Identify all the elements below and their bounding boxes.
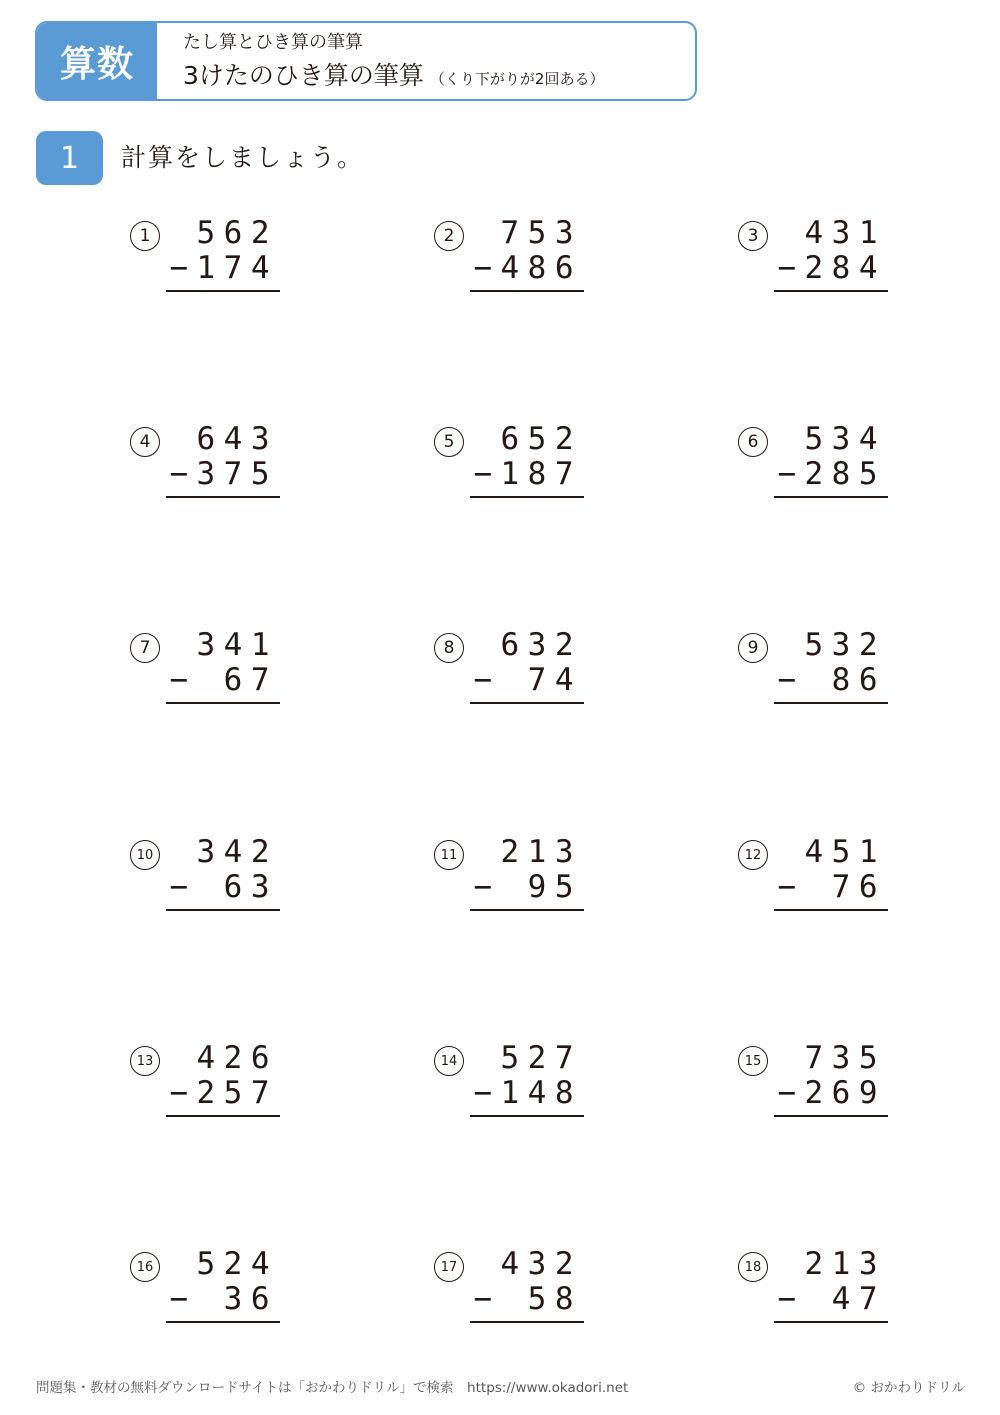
subtrahend: −285	[777, 456, 886, 492]
problem-number: 8	[434, 633, 464, 663]
minuend: 753	[500, 215, 582, 251]
minuend: 432	[500, 1246, 582, 1282]
problem-2	[434, 215, 594, 305]
minuend: 451	[804, 834, 886, 870]
minuend: 527	[500, 1040, 582, 1076]
problem-17	[434, 1246, 594, 1336]
subtrahend: − 63	[169, 869, 278, 905]
problem-9	[738, 627, 898, 717]
minuend: 534	[804, 421, 886, 457]
problem-number: 18	[738, 1252, 768, 1282]
question-number-badge: 1	[36, 131, 103, 185]
answer-line	[166, 290, 280, 292]
minuend: 426	[196, 1040, 278, 1076]
subtrahend: −486	[473, 250, 582, 286]
problem-6	[738, 421, 898, 511]
problem-8	[434, 627, 594, 717]
answer-line	[774, 1321, 888, 1323]
problem-number: 2	[434, 221, 464, 251]
problem-16	[130, 1246, 290, 1336]
subtrahend: −148	[473, 1075, 582, 1111]
problem-3	[738, 215, 898, 305]
problem-number: 17	[434, 1252, 464, 1282]
answer-line	[774, 496, 888, 498]
minuend: 213	[500, 834, 582, 870]
subtrahend: −284	[777, 250, 886, 286]
problem-number: 3	[738, 221, 768, 251]
subtrahend: − 76	[777, 869, 886, 905]
problem-18	[738, 1246, 898, 1336]
minuend: 735	[804, 1040, 886, 1076]
worksheet-header	[35, 21, 697, 101]
subtrahend: − 74	[473, 662, 582, 698]
answer-line	[470, 702, 584, 704]
answer-line	[470, 290, 584, 292]
problem-14	[434, 1040, 594, 1130]
problem-number: 7	[130, 633, 160, 663]
problem-number: 15	[738, 1046, 768, 1076]
subject-tag: 算数	[37, 23, 157, 99]
subtrahend: −375	[169, 456, 278, 492]
minuend: 532	[804, 627, 886, 663]
problem-number: 10	[130, 840, 160, 870]
problem-number: 16	[130, 1252, 160, 1282]
subtrahend: −257	[169, 1075, 278, 1111]
answer-line	[470, 1321, 584, 1323]
problem-4	[130, 421, 290, 511]
answer-line	[166, 1321, 280, 1323]
subtrahend: −269	[777, 1075, 886, 1111]
answer-line	[166, 702, 280, 704]
title-text: 3けたのひき算の筆算	[183, 61, 424, 90]
minuend: 643	[196, 421, 278, 457]
minuend: 341	[196, 627, 278, 663]
subtrahend: −174	[169, 250, 278, 286]
problem-15	[738, 1040, 898, 1130]
problem-13	[130, 1040, 290, 1130]
instruction-text: 計算をしましょう。	[121, 143, 365, 172]
problem-11	[434, 834, 594, 924]
answer-line	[774, 702, 888, 704]
minuend: 213	[804, 1246, 886, 1282]
answer-line	[774, 1115, 888, 1117]
subtrahend: − 58	[473, 1281, 582, 1317]
subtrahend: −187	[473, 456, 582, 492]
header-title	[183, 61, 604, 94]
problem-10	[130, 834, 290, 924]
answer-line	[166, 909, 280, 911]
problem-number: 4	[130, 427, 160, 457]
title-note: （くり下がりが2回ある）	[429, 70, 605, 88]
problem-number: 5	[434, 427, 464, 457]
minuend: 632	[500, 627, 582, 663]
problem-number: 1	[130, 221, 160, 251]
minuend: 562	[196, 215, 278, 251]
answer-line	[774, 290, 888, 292]
problem-number: 12	[738, 840, 768, 870]
header-subtitle: たし算とひき算の筆算	[183, 32, 363, 53]
problem-number: 14	[434, 1046, 464, 1076]
problem-number: 11	[434, 840, 464, 870]
problem-number: 13	[130, 1046, 160, 1076]
subtrahend: − 86	[777, 662, 886, 698]
problem-7	[130, 627, 290, 717]
footer-copyright: © おかわりドリル	[852, 1380, 965, 1396]
footer-site-note: 問題集・教材の無料ダウンロードサイトは「おかわりドリル」で検索 https://www.okadori.net	[36, 1380, 629, 1396]
answer-line	[470, 1115, 584, 1117]
answer-line	[774, 909, 888, 911]
answer-line	[166, 496, 280, 498]
problem-1	[130, 215, 290, 305]
subtrahend: − 36	[169, 1281, 278, 1317]
problem-5	[434, 421, 594, 511]
problem-number: 6	[738, 427, 768, 457]
minuend: 342	[196, 834, 278, 870]
problem-number: 9	[738, 633, 768, 663]
subtrahend: − 47	[777, 1281, 886, 1317]
subtrahend: − 67	[169, 662, 278, 698]
minuend: 431	[804, 215, 886, 251]
answer-line	[470, 496, 584, 498]
answer-line	[470, 909, 584, 911]
subtrahend: − 95	[473, 869, 582, 905]
answer-line	[166, 1115, 280, 1117]
minuend: 524	[196, 1246, 278, 1282]
problem-12	[738, 834, 898, 924]
minuend: 652	[500, 421, 582, 457]
